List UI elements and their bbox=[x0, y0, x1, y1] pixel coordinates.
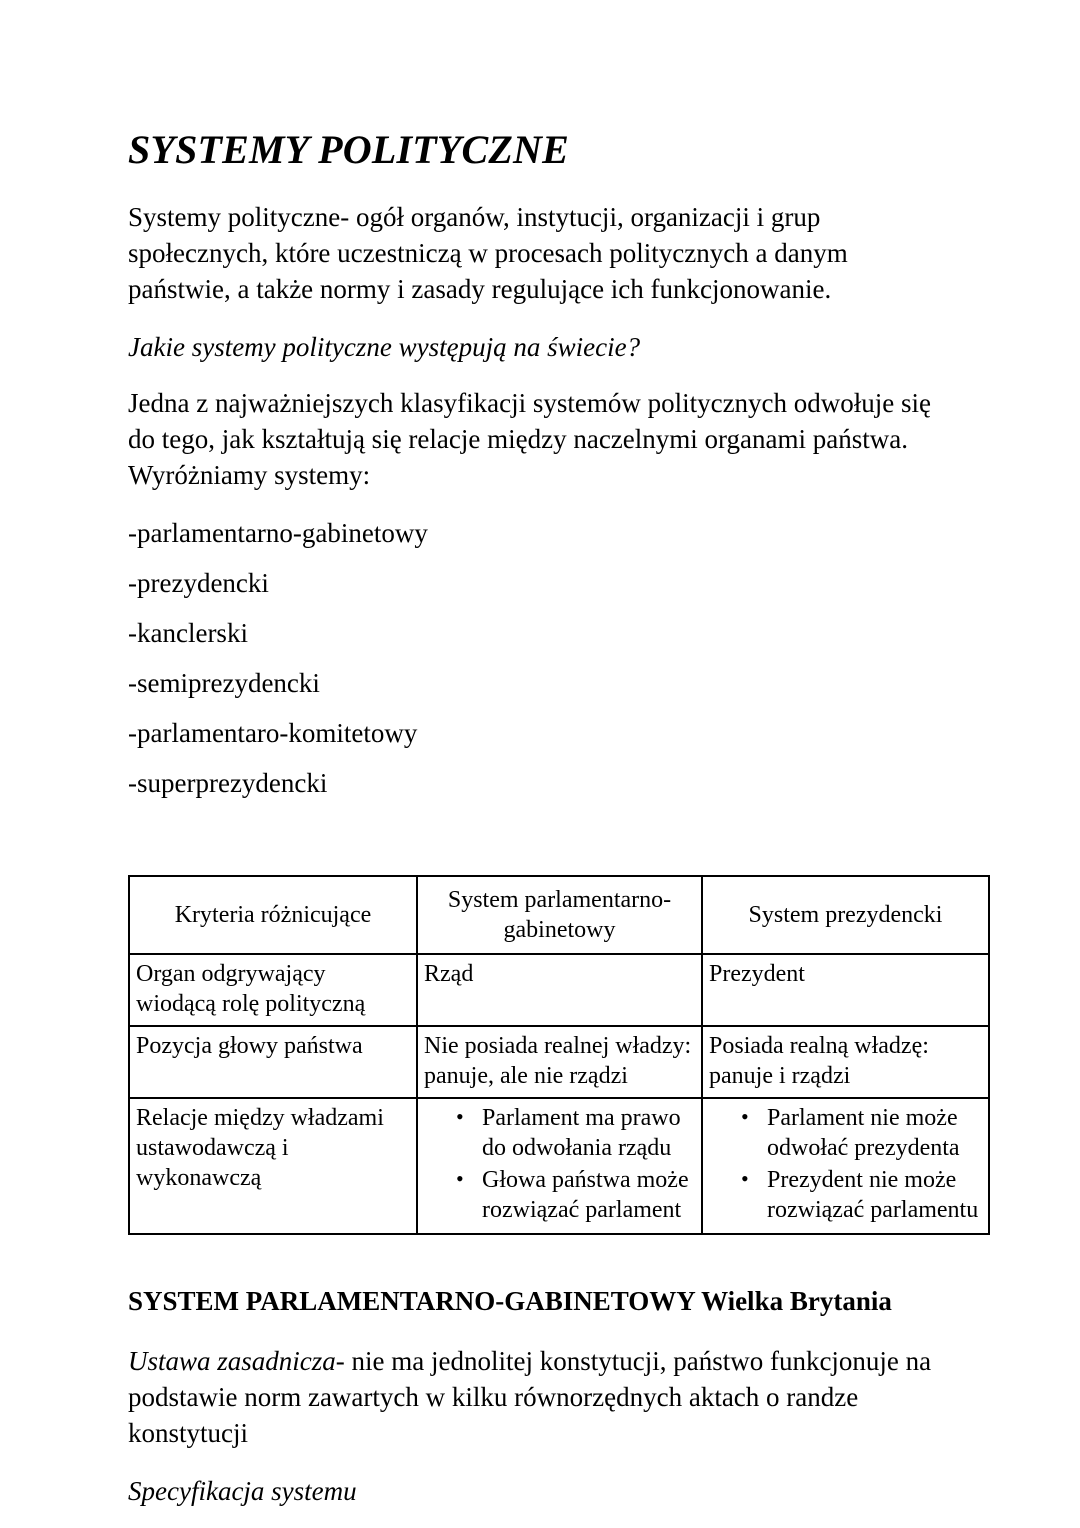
table-header-row bbox=[129, 876, 989, 954]
table-cell-criterion: Relacje między władzami ustawodawczą i wykonawczą bbox=[129, 1098, 417, 1234]
bullet-item: • Parlament ma prawo do odwołania rządu bbox=[456, 1103, 695, 1163]
table-cell-parliamentary bbox=[417, 1098, 702, 1234]
bullet-item: • Prezydent nie może rozwiązać parlamentu bbox=[741, 1165, 982, 1225]
page-title: SYSTEMY POLITYCZNE bbox=[128, 127, 570, 172]
list-item: -prezydencki bbox=[128, 567, 269, 598]
table-cell-parliamentary: Rząd bbox=[417, 954, 702, 1026]
table-spacer bbox=[128, 821, 945, 875]
parliamentary-bullet-list bbox=[424, 1103, 695, 1225]
table-header-presidential: System prezydencki bbox=[702, 876, 989, 954]
table-row bbox=[129, 1026, 989, 1098]
bullet-item: • Parlament nie może odwołać prezydenta bbox=[741, 1103, 982, 1163]
table-header-criteria: Kryteria różnicujące bbox=[129, 876, 417, 954]
table-header-parliamentary: System parlamentarno-gabinetowy bbox=[417, 876, 702, 954]
specification-heading: Specyfikacja systemu bbox=[128, 1475, 357, 1506]
table-cell-parliamentary: Nie posiada realnej władzy: panuje, ale nie rządzi bbox=[417, 1026, 702, 1098]
list-item: -superprezydencki bbox=[128, 767, 328, 798]
presidential-bullet-list bbox=[709, 1103, 982, 1225]
table-cell-criterion: Pozycja głowy państwa bbox=[129, 1026, 417, 1098]
comparison-table bbox=[128, 875, 990, 1235]
section-heading: SYSTEM PARLAMENTARNO-GABINETOWY Wielka Brytania bbox=[128, 1285, 892, 1316]
classification-paragraph: Jedna z najważniejszych klasyfikacji systemów politycznych odwołuje się do tego, jak kształtują się relacje między naczelnymi organami państwa. Wyróżniamy systemy: bbox=[128, 387, 932, 490]
list-item: -kanclerski bbox=[128, 617, 248, 648]
basic-law-paragraph bbox=[128, 1343, 945, 1451]
question-line: Jakie systemy polityczne występują na świecie? bbox=[128, 331, 641, 362]
list-item: -semiprezydencki bbox=[128, 667, 320, 698]
table-cell-presidential: Posiada realną władzę: panuje i rządzi bbox=[702, 1026, 989, 1098]
list-item: -parlamentaro-komitetowy bbox=[128, 717, 418, 748]
table-cell-criterion: Organ odgrywający wiodącą rolę polityczną bbox=[129, 954, 417, 1026]
systems-list bbox=[128, 515, 945, 801]
basic-law-label: Ustawa zasadnicza bbox=[128, 1345, 336, 1376]
table-cell-presidential: Prezydent bbox=[702, 954, 989, 1026]
bullet-item: • Głowa państwa może rozwiązać parlament bbox=[456, 1165, 695, 1225]
intro-paragraph: Systemy polityczne- ogół organów, instytucji, organizacji i grup społecznych, które uczestniczą w procesach politycznych a danym państwie, a także normy i zasady regulujące ich funkcjonowanie. bbox=[128, 201, 848, 304]
table-row bbox=[129, 1098, 989, 1234]
basic-law-text: - nie ma jednolitej konstytucji, państwo funkcjonuje na podstawie norm zawartych w kilku równorzędnych aktach o randze konstytucji bbox=[128, 1345, 932, 1448]
list-item: -parlamentarno-gabinetowy bbox=[128, 517, 428, 548]
table-row bbox=[129, 954, 989, 1026]
table-cell-presidential bbox=[702, 1098, 989, 1234]
